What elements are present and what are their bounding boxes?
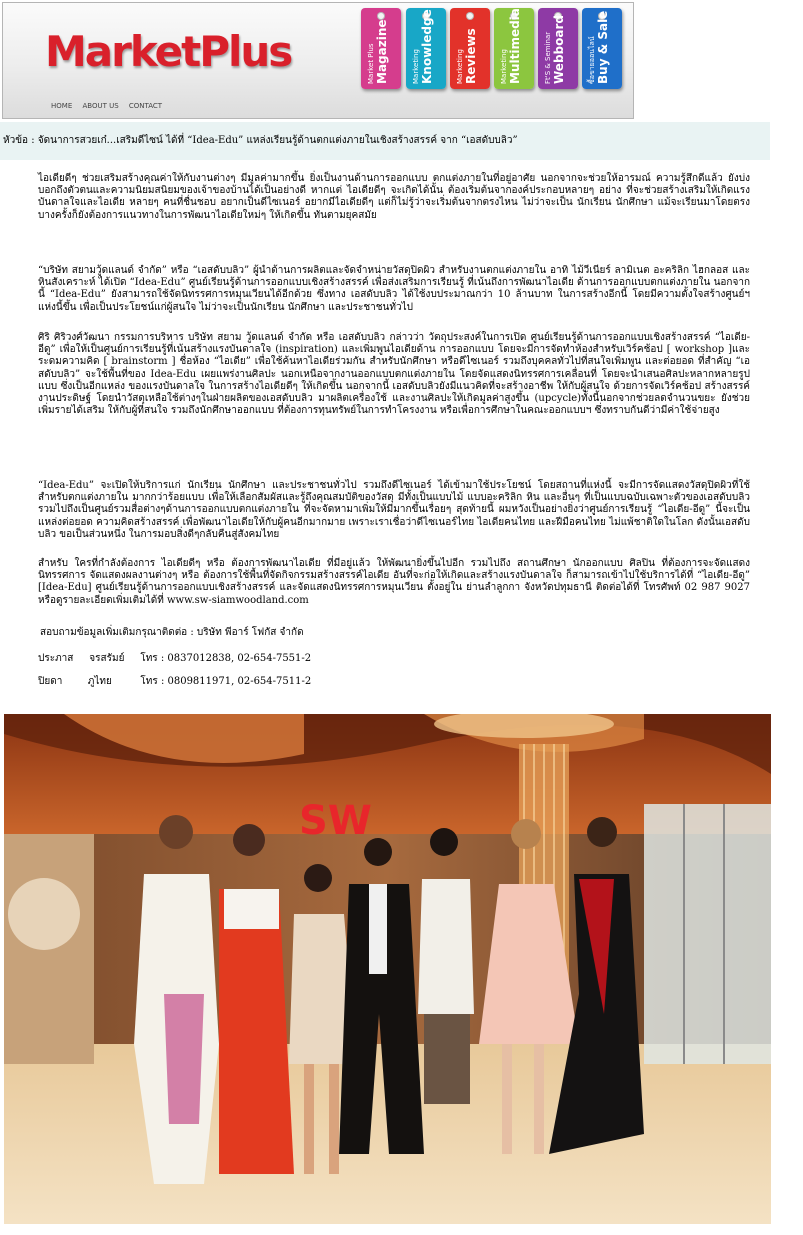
article-paragraph-4: “Idea-Edu” จะเปิดให้บริการแก่ นักเรียน นักศึกษา และประชาชนทั่วไป รวมถึงดีไซเนอร์ ได้เข้ามาใช้ประโยชน์ โดยสถานที่แห่งนี้ จะมีการจัดแสดงวัสดุปิดผิวที่ใช้สำหรับตกแต่งภายใน มากกว่าร้อยแบบ เพื่อให้เลือกสัมผัสและรู้ถึงคุณสมบัติของวัสดุ มีทั้งเป็นแบบไม้ แบบอะคริลิก หิน และอื่นๆ ที่เป็นแบบฉบับเฉพาะตัวของเอสดับบลิว รวมไปถึงเป็นศูนย์รวมสื่อต่างๆด้านการออกแบบตกแต่งภายใน ที่จะจัดหามาเพิ่มให้มีมากขึ้นเรื่อยๆ สุดท้ายนี้ ผมหวังเป็นอย่างยิ่งว่าศูนย์การเรียนรู้ “ไอเดีย-อีดู” นี้จะเป็นแหล่งต่อยอด ความคิดสร้างสรรค์ เพื่อพัฒนาไอเดียให้กับผู้คนอีกมากมาย เพราะเราเชื่อว่าดีไซเนอร์ไทย ไอเดียคนไทย และฝีมือคนไทย ไม่แพ้ชาติใดในโลก ดังนั้นเอสดับบลิว ขอเป็นส่วนหนึ่ง ในการมอบสิ่งดีๆกลับคืนสู่สังคมไทย (38, 480, 750, 540)
top-nav (51, 102, 170, 110)
nav-contact-link[interactable]: CONTACT (128, 102, 163, 110)
tab-buy-sale-small: ซื้อขายออนไลน์ (588, 36, 596, 84)
event-photo (4, 714, 771, 1224)
article-title: หัวข้อ : จัดนาการสวยเก๋...เสริมดีไซน์ ได้ที่ “Idea-Edu” แหล่งเรียนรู้ด้านตกแต่งภายในเชิงสร้างสรรค์ จาก “เอสดับบลิว” (0, 122, 770, 160)
tab-magazine[interactable] (361, 8, 401, 89)
sw-sign: SW (299, 798, 372, 844)
article-paragraph-1: ไอเดียดีๆ ช่วยเสริมสร้างคุณค่าให้กับงานต่างๆ มีมูลค่ามากขึ้น ยิ่งเป็นงานด้านการออกแบบ ตกแต่งภายในที่อยู่อาศัย นอกจากจะช่วยให้อารมณ์ ความรู้สึกดีแล้ว ยังบ่งบอกถึงตัวตนและความนิยมสนิยมของเจ้าของบ้านได้เป็นอย่างดี หากแต่ ไอเดียดีๆ จะเกิดได้นั้น ต้องเริ่มต้นจากองค์ประกอบหลายๆ อย่าง ที่จะช่วยสร้างเสริมให้เกิดแรงบันดาลใจและไอเดีย หลายๆ คนที่ชื่นชอบ อยากเป็นดีไซเนอร์ อยากมีไอเดียดีๆ แต่ก็ไม่รู้ว่าจะเริ่มต้นจากตรงไหน ไม่ว่าจะเป็น นักเรียน นักศึกษา แม้จะเรียนมาโดยตรง บางครั้งก็ยังต้องการแนวทางในการพัฒนาไอเดียใหม่ๆ ให้เกิดขึ้น ทันตามยุคสมัย (38, 173, 750, 221)
article-paragraph-2: “บริษัท สยามวู้ดแลนด์ จำกัด” หรือ “เอสดับบลิว” ผู้นำด้านการผลิตและจัดจำหน่ายวัสดุปิดผิว สำหรับงานตกแต่งภายใน อาทิ ไม้วีเนียร์ ลามิเนต อะคริลิก ไฮกลอส และหินสังเคราะห์ ได้เปิด “Idea-Edu” ศูนย์เรียนรู้ด้านการออกแบบเชิงสร้างสรรค์ เพื่อส่งเสริมการเรียนรู้ ที่เน้นถึงการพัฒนาไอเดีย ด้านการออกแบบตกแต่งภายใน นอกจากนี้ “Idea-Edu” ยังสามารถใช้จัดนิทรรศการหมุนเวียนได้อีกด้วย ซึ่งทาง เอสดับบลิว ได้ใช้งบประมาณกว่า 10 ล้านบาท ในการสร้างอีกนี้ โดยมีความตั้งใจสร้างศูนย์ฯแห่งนี้ขึ้น เพื่อเป็นประโยชน์แก่ผู้สนใจ ไม่ว่าจะเป็นนักเรียน นักศึกษา และประชาชนทั่วไป (38, 265, 750, 313)
tab-webboard-label: Webboard (552, 15, 566, 84)
article-paragraph-3: ศิริ ศิริวงศ์วัฒนา กรรมการบริหาร บริษัท สยาม วู้ดแลนด์ จำกัด หรือ เอสดับบลิว กล่าวว่า วัตถุประสงค์ในการเปิด ศูนย์เรียนรู้ด้านการออกแบบเชิงสร้างสรรค์ “ไอเดีย-อีดู” เพื่อให้เป็นศูนย์การเรียนรู้ที่เน้นสร้างแรงบันดาลใจ (inspiration) และเพิ่มพูนไอเดียด้าน การออกแบบ โดยจะมีการจัดทำห้องสำหรับเวิร์คช้อป [ workshop ]และ ระดมความคิด [ brainstorm ] ชื่อห้อง “ไอเดีย” เพื่อใช้ค้นหาไอเดียร่วมกัน สำหรับนักศึกษา หรือดีไซเนอร์ รวมถึงบุคคลทั่วไปที่สนใจเพิ่มพูน และต่อยอด ที่สำคัญ “เอสดับบลิว” จะใช้พื้นที่ของ Idea-Edu เผยแพร่งานศิลปะ นอกเหนือจากงานออกแบบตกแต่งภายใน โดยจัดแสดงนิทรรศการเคลื่อนที่ โดยจะนำเสนอศิลปะหลากหลายรูปแบบ ซึ่งเป็นอีกแหล่ง ของแรงบันดาลใจ ในการสร้างไอเดียดีๆ ให้เกิดขึ้น นอกจากนี้ เอสดับบลิวยังมีแนวคิดที่จะสร้างอาชีพ ให้กับผู้สนใจ ด้วยการจัดเวิร์คช้อป สร้างสรรค์งานประดิษฐ์ โดยนำวัสดุเหลือใช้ต่างๆในฝ่ายผลิตของเอสดับบลิว มาผลิตเครื่องใช้ และงานศิลปะให้เกิดมูลค่าสูงขึ้น (upcycle)ทั้งนี้นอกจากช่วยลดจำนวนขยะ ยังช่วยเพิ่มรายได้เสริม ให้กับผู้ที่สนใจ รวมถึงนักศึกษาออกแบบ ที่ต้องการทุนทรัพย์ในการทำโครงงาน หรือเพื่อการศึกษาในคณะออกแบบฯ ซึ่งทราบกันดีว่ามีค่าใช้จ่ายสูง (38, 332, 751, 417)
article-paragraph-5: สำหรับ ใครที่กำลังต้องการ ไอเดียดีๆ หรือ ต้องการพัฒนาไอเดีย ที่มีอยู่แล้ว ให้พัฒนายิ่งขึ้นไปอีก รวมไปถึง สถานศึกษา นักออกแบบ ศิลปิน ที่ต้องการจะจัดแสดงนิทรรศการ จัดแสดงผลงานต่างๆ หรือ ต้องการใช้พื้นที่จัดกิจกรรมสร้างสรรค์ไอเดีย อันที่จะก่อให้เกิดและสร้างแรงบันดาลใจ ก็สามารถเข้าไปใช้บริการได้ที่ “ไอเดีย-อีดู” [Idea-Edu] ศูนย์เรียนรู้ด้านการออกแบบเชิงสร้างสรรค์ และจัดแสดงนิทรรศการหมุนเวียน ตั้งอยู่ใน ย่านลำลูกกา จังหวัดปทุมธานี ติดต่อได้ที่ โทรศัพท์ 02 987 9027 หรือดูรายละเอียดเพิ่มเติมได้ที่ www.sw-siamwoodland.com (38, 558, 750, 606)
tab-reviews[interactable] (450, 8, 490, 89)
contact-line-2: ปิยดา ภูไทย โทร : 0809811971, 02-654-7511-2 (38, 676, 312, 687)
tab-knowledge-label: Knowledge (420, 9, 434, 84)
contact-heading: สอบถามข้อมูลเพิ่มเติมกรุณาติดต่อ : บริษัท พีอาร์ โฟกัส จำกัด (40, 627, 304, 638)
tab-reviews-small: Marketing (456, 49, 464, 84)
site-header (2, 2, 634, 119)
contact-line-1: ประภาส จรสรัมย์ โทร : 0837012838, 02-654-7551-2 (38, 653, 312, 664)
marketplus-logo[interactable]: MarketPlus (45, 27, 292, 76)
tab-webboard-small: Ft'S & Seminar (544, 31, 552, 84)
tab-multimedia[interactable] (494, 8, 534, 89)
tab-magazine-small: Market Plus (367, 43, 375, 84)
tab-webboard[interactable] (538, 8, 578, 89)
nav-home-link[interactable]: HOME (51, 102, 73, 110)
tab-magazine-label: Magazine (375, 19, 389, 84)
tab-reviews-label: Reviews (464, 28, 478, 84)
tab-knowledge[interactable] (406, 8, 446, 89)
event-photo-illustration (4, 714, 771, 1224)
tab-knowledge-small: Marketing (412, 49, 420, 84)
tag-hole-icon (466, 12, 474, 20)
nav-about-link[interactable]: ABOUT US (82, 102, 119, 110)
tab-multimedia-small: Marketing (500, 49, 508, 84)
tab-multimedia-label: Multimedia (508, 8, 522, 84)
tab-buy-sale[interactable] (582, 8, 622, 89)
tab-buy-sale-label: Buy & Sale (596, 10, 610, 84)
